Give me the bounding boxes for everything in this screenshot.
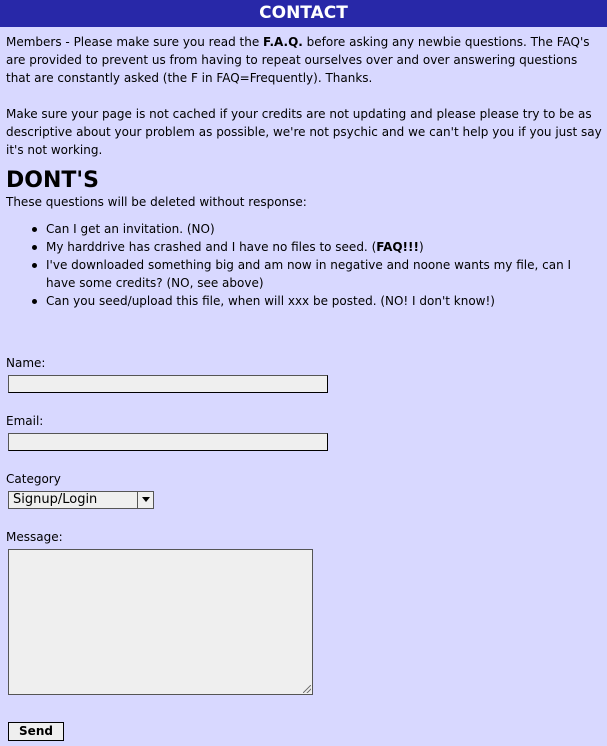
category-selected-value: Signup/Login [13, 492, 98, 507]
page-title: CONTACT [259, 3, 348, 23]
name-label: Name: [6, 356, 46, 370]
message-label: Message: [6, 530, 63, 544]
list-item [46, 256, 603, 292]
list-item-suffix: ) [418, 240, 424, 254]
resize-grip-icon[interactable] [303, 685, 311, 693]
bullet-icon [32, 227, 37, 232]
list-item-text: Can you seed/upload this file, when will xxx be posted. (NO! I don't know!) [46, 294, 495, 308]
faq-emphasis: FAQ!!! [376, 240, 419, 254]
page-header [0, 0, 607, 27]
email-field[interactable] [8, 433, 328, 451]
list-item-text: I've downloaded something big and am now in negative and noone wants my file, can I have some credits? (NO, see above) [46, 258, 572, 290]
intro-paragraph [6, 33, 603, 87]
intro-text-1: Members - Please make sure you read the [6, 35, 264, 49]
dropdown-button[interactable] [137, 492, 153, 508]
category-label: Category [6, 472, 61, 486]
send-button[interactable]: Send [8, 722, 64, 741]
donts-heading: DONT'S [6, 168, 99, 193]
notice-paragraph: Make sure your page is not cached if your credits are not updating and please please try to be as descriptive about your problem as possible, we're not psychic and we can't help you if you just say it's not working. [6, 107, 602, 157]
bullet-icon [32, 299, 37, 304]
name-field[interactable] [8, 375, 328, 393]
bullet-icon [32, 263, 37, 268]
chevron-down-icon [139, 492, 153, 506]
list-item-text: My harddrive has crashed and I have no files to seed. ( [46, 240, 377, 254]
donts-subtitle: These questions will be deleted without response: [6, 195, 307, 209]
faq-link[interactable]: F.A.Q. [263, 35, 303, 49]
message-textarea[interactable] [8, 549, 313, 695]
category-select[interactable] [8, 491, 154, 509]
intro-text-2: before asking any newbie questions. The FAQ's are provided to prevent us from having to repeat ourselves over and over answering questions that are constantly asked (the F in FAQ=Frequently). Thanks. [6, 35, 590, 85]
list-item [46, 292, 603, 310]
email-label: Email: [6, 414, 44, 428]
list-item [46, 220, 603, 238]
list-item-text: Can I get an invitation. (NO) [46, 222, 215, 236]
list-item [46, 238, 603, 256]
main-content [6, 33, 603, 310]
bullet-icon [32, 245, 37, 250]
donts-list [6, 220, 603, 310]
